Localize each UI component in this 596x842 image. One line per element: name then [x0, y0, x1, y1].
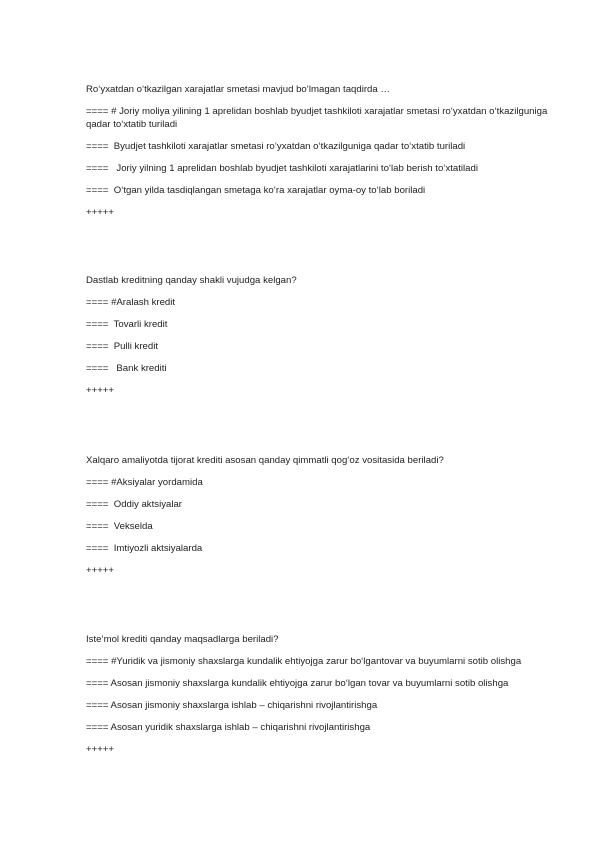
question-text: Dastlab kreditning qanday shakli vujudga kelgan?: [86, 275, 297, 286]
question-text: Iste’mol krediti qanday maqsadlarga beriladi?: [86, 634, 279, 645]
answer-option: ==== Asosan jismoniy shaxslarga kundalik ehtiyojga zarur bo‘lgan tovar va buyumlarni sotib olishga: [86, 678, 509, 689]
question-separator: +++++: [86, 207, 115, 218]
question-block-1: [86, 84, 556, 219]
answer-option: ==== Pulli kredit: [86, 341, 158, 352]
answer-option: ==== Asosan jismoniy shaxslarga ishlab – chiqarishni rivojlantirishga: [86, 700, 378, 711]
question-text: Ro‘yxatdan o‘tkazilgan xarajatlar smetasi mavjud bo‘lmagan taqdirda …: [86, 84, 390, 95]
answer-option: ==== # Joriy moliya yilining 1 aprelidan boshlab byudjet tashkiloti xarajatlar smetasi ro‘yxatdan o‘tkazilguniga qadar to‘xtatib turiladi: [86, 106, 550, 130]
answer-option: ==== Tovarli kredit: [86, 319, 168, 330]
answer-option: ==== #Yuridik va jismoniy shaxslarga kundalik ehtiyojga zarur bo‘lgantovar va buyumlarni sotib olishga: [86, 656, 522, 667]
answer-option: ==== O‘tgan yilda tasdiqlangan smetaga ko‘ra xarajatlar oyma-oy to‘lab boriladi: [86, 185, 426, 196]
question-block-3: [86, 455, 556, 577]
question-separator: +++++: [86, 744, 115, 755]
answer-option: ==== Vekselda: [86, 521, 153, 532]
answer-option: ==== #Aralash kredit: [86, 297, 176, 308]
answer-option: ==== #Aksiyalar yordamida: [86, 477, 203, 488]
question-text: Xalqaro amaliyotda tijorat krediti asosan qanday qimmatli qog‘oz vositasida beriladi?: [86, 455, 444, 466]
question-block-2: [86, 275, 556, 397]
answer-option: ==== Bank krediti: [86, 363, 167, 374]
question-separator: +++++: [86, 565, 115, 576]
answer-option: ==== Byudjet tashkiloti xarajatlar smetasi ro‘yxatdan o‘tkazilguniga qadar to‘xtatib turiladi: [86, 141, 466, 152]
answer-option: ==== Asosan yuridik shaxslarga ishlab – chiqarishni rivojlantirishga: [86, 722, 371, 733]
answer-option: ==== Joriy yilning 1 aprelidan boshlab byudjet tashkiloti xarajatlarini to‘lab berish to‘xtatiladi: [86, 163, 478, 174]
answer-option: ==== Oddiy aktsiyalar: [86, 499, 182, 510]
question-block-4: [86, 634, 556, 756]
answer-option: ==== Imtiyozli aktsiyalarda: [86, 543, 203, 554]
question-separator: +++++: [86, 385, 115, 396]
